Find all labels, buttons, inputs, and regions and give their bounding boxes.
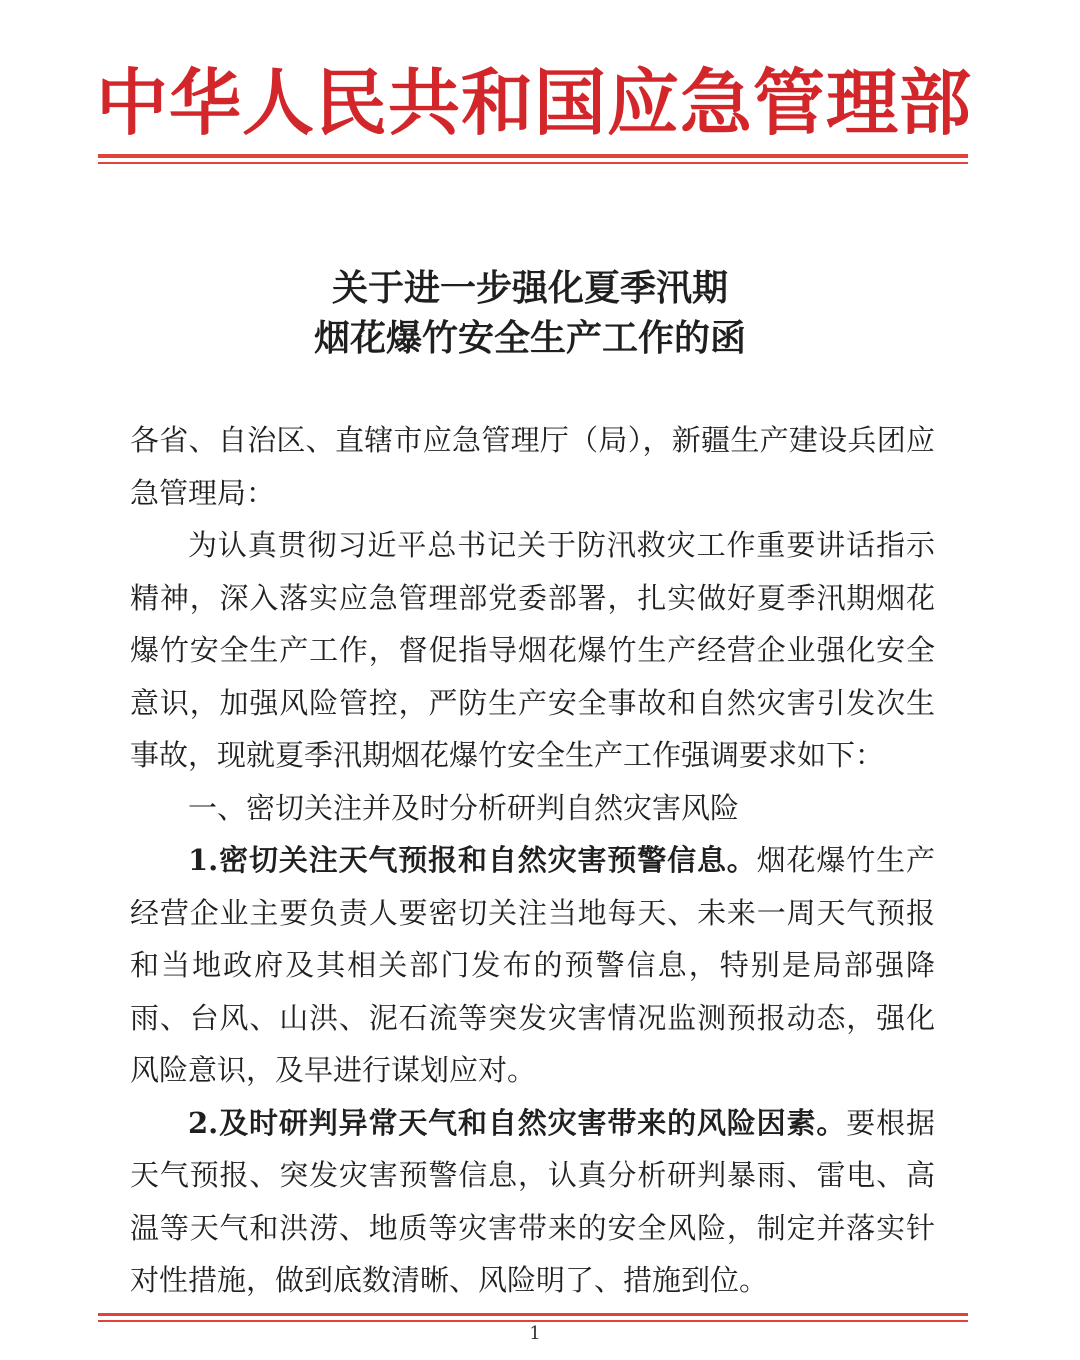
item-lead-1: 1.密切关注天气预报和自然灾害预警信息。: [188, 843, 757, 877]
item-text-2: 要根据天气预报、突发灾害预警信息，认真分析研判暴雨、雷电、高温等天气和洪涝、地质等灾害带来的安全风险，制定并落实针对性措施，做到底数清晰、风险明了、措施到位。: [130, 1105, 935, 1297]
document-body: [130, 414, 935, 1307]
salutation: 各省、自治区、直辖市应急管理厅（局），新疆生产建设兵团应急管理局：: [130, 423, 935, 510]
section-heading-1: 一、密切关注并及时分析研判自然灾害风险: [188, 790, 740, 825]
item-lead-2: 2.及时研判异常天气和自然灾害带来的风险因素。: [188, 1105, 847, 1140]
footer-rule-thin: [98, 1320, 968, 1322]
document-title-line-1: 关于进一步强化夏季汛期: [331, 267, 728, 309]
intro-paragraph: 为认真贯彻习近平总书记关于防汛救灾工作重要讲话指示精神，深入落实应急管理部党委部署，扎实做好夏季汛期烟花爆竹安全生产工作，督促指导烟花爆竹生产经营企业强化安全意识，加强风险管控，严防生产安全事故和自然灾害引发次生事故，现就夏季汛期烟花爆竹安全生产工作强调要求如下：: [130, 528, 935, 772]
issuer-header: 中华人民共和国应急管理部: [96, 61, 973, 145]
footer-rule-thick: [98, 1313, 968, 1316]
item-paragraph-1: [130, 834, 935, 1097]
item-text-1: 烟花爆竹生产经营企业主要负责人要密切关注当地每天、未来一周天气预报和当地政府及其相关部门发布的预警信息，特别是局部强降雨、台风、山洪、泥石流等突发灾害情况监测预报动态，强化风险意识，及早进行谋划应对。: [130, 843, 935, 1087]
document-title-line-2: 烟花爆竹安全生产工作的函: [313, 317, 746, 359]
header-rule-thick: [98, 154, 968, 158]
page-number: 1: [529, 1323, 541, 1344]
item-paragraph-2: [130, 1097, 935, 1307]
header-rule-thin: [98, 162, 968, 164]
